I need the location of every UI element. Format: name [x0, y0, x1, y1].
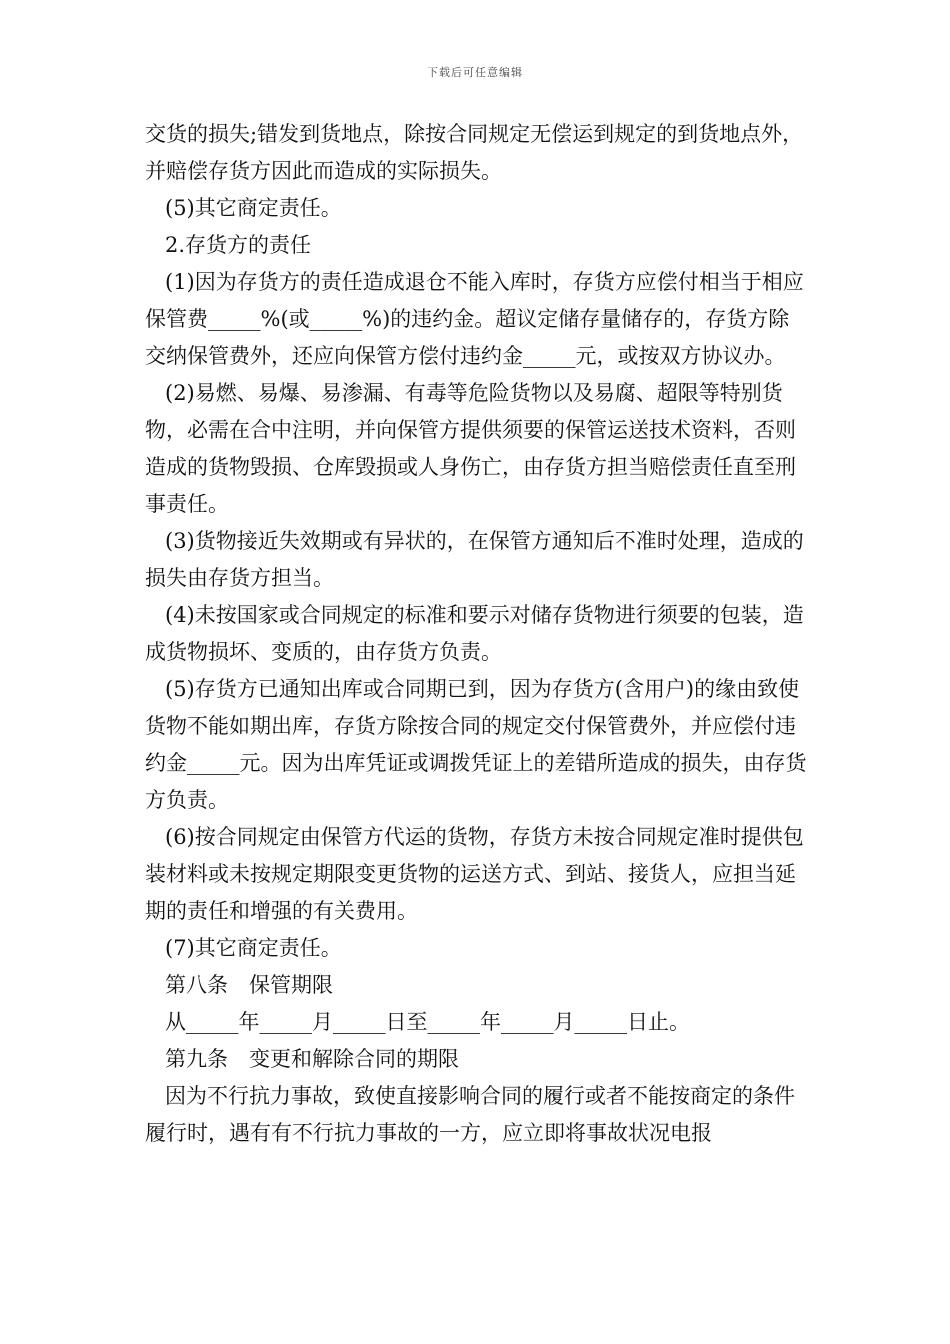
paragraph: (6)按合同规定由保管方代运的货物，存货方未按合同规定准时提供包装材料或未按规定期限变更货物的运送方式、到站、接货人，应担当延期的责任和增强的有关费用。 [145, 825, 804, 923]
paragraph: 因为不行抗力事故，致使直接影响合同的履行或者不能按商定的条件履行时，遇有有不行抗力事故的一方，应立即将事故状况电报 [145, 1084, 795, 1145]
page-header: 下载后可任意编辑 [427, 66, 523, 79]
paragraph: (5)存货方已通知出库或合同期已到，因为存货方(含用户)的缘由致使货物不能如期出库，存货方除按合同的规定交付保管费外，并应偿付违约金_____元。因为出库凭证或调拨凭证上的差错所造成的损失，由存货方负责。 [145, 677, 807, 812]
paragraph: (1)因为存货方的责任造成退仓不能入库时，存货方应偿付相当于相应保管费_____%(或_____%)的违约金。超议定储存量储存的，存货方除交纳保管费外，还应向保管方偿付违约金_____元，或按双方协议办。 [145, 270, 804, 368]
paragraph: (2)易燃、易爆、易渗漏、有毒等危险货物以及易腐、超限等特别货物，必需在合中注明，并向保管方提供须要的保管运送技术资料，否则造成的货物毁损、仓库毁损或人身伤亡，由存货方担当赔偿责任直至刑事责任。 [145, 381, 796, 516]
article-heading: 第八条 保管期限 [165, 973, 333, 997]
paragraph: (3)货物接近失效期或有异状的，在保管方通知后不准时处理，造成的损失由存货方担当。 [145, 529, 804, 590]
document-body [145, 116, 810, 1152]
paragraph: 从_____年_____月_____日至_____年_____月_____日止。 [165, 1010, 690, 1034]
paragraph: 交货的损失;错发到货地点，除按合同规定无偿运到规定的到货地点外，并赔偿存货方因此而造成的实际损失。 [145, 122, 804, 183]
paragraph: (7)其它商定责任。 [165, 936, 342, 960]
paragraph: (5)其它商定责任。 [165, 196, 342, 220]
section-heading: 2.存货方的责任 [165, 233, 312, 257]
paragraph: (4)未按国家或合同规定的标准和要示对储存货物进行须要的包装，造成货物损坏、变质的，由存货方负责。 [145, 603, 804, 664]
article-heading: 第九条 变更和解除合同的期限 [165, 1047, 459, 1071]
